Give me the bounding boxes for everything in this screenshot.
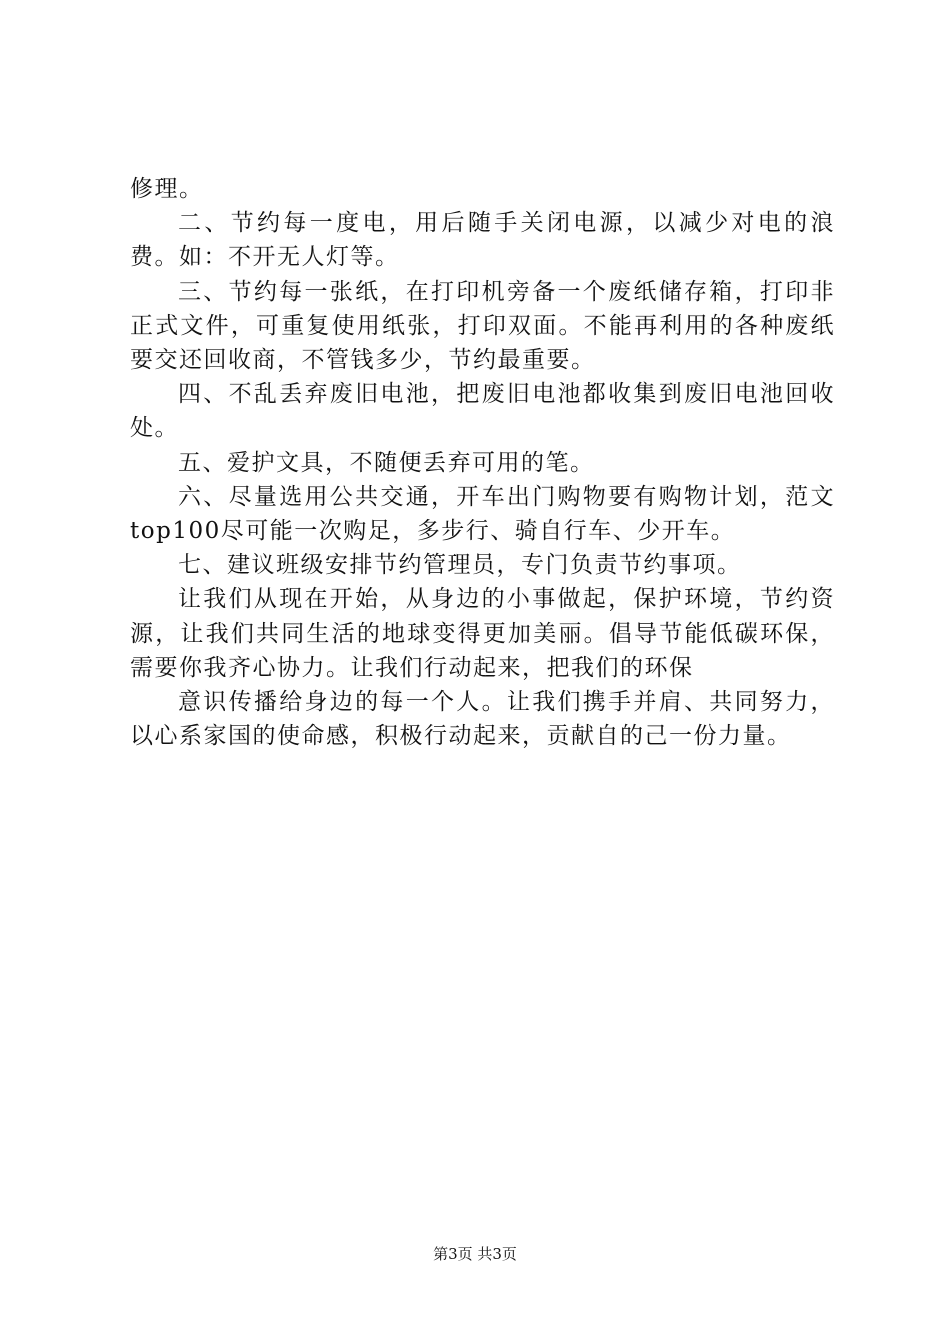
paragraph-continuation: 修理。 xyxy=(130,176,204,202)
paragraph-item-2: 二、节约每一度电，用后随手关闭电源，以减少对电的浪费。如：不开无人灯等。 xyxy=(130,210,835,271)
paragraph-item-5: 五、爱护文具，不随便丢弃可用的笔。 xyxy=(178,449,595,476)
paragraph-item-7: 七、建议班级安排节约管理员，专门负责节约事项。 xyxy=(178,552,742,579)
paragraph-closing-2: 意识传播给身边的每一个人。让我们携手并肩、共同努力，以心系家国的使命感，积极行动起来，贡献自的己一份力量。 xyxy=(130,689,835,750)
paragraph-item-3: 三、节约每一张纸，在打印机旁备一个废纸储存箱，打印非正式文件，可重复使用纸张，打印双面。不能再利用的各种废纸要交还回收商，不管钱多少，节约最重要。 xyxy=(130,278,835,374)
paragraph-item-4: 四、不乱丢弃废旧电池，把废旧电池都收集到废旧电池回收处。 xyxy=(130,381,835,442)
paragraph-closing-1: 让我们从现在开始，从身边的小事做起，保护环境，节约资源，让我们共同生活的地球变得更加美丽。倡导节能低碳环保，需要你我齐心协力。让我们行动起来，把我们的环保 xyxy=(130,586,835,681)
paragraph-item-6: 六、尽量选用公共交通，开车出门购物要有购物计划，范文top100尽可能一次购足，多步行、骑自行车、少开车。 xyxy=(130,483,835,545)
document-body xyxy=(130,172,835,753)
page-footer: 第3页 共3页 xyxy=(433,1245,517,1263)
